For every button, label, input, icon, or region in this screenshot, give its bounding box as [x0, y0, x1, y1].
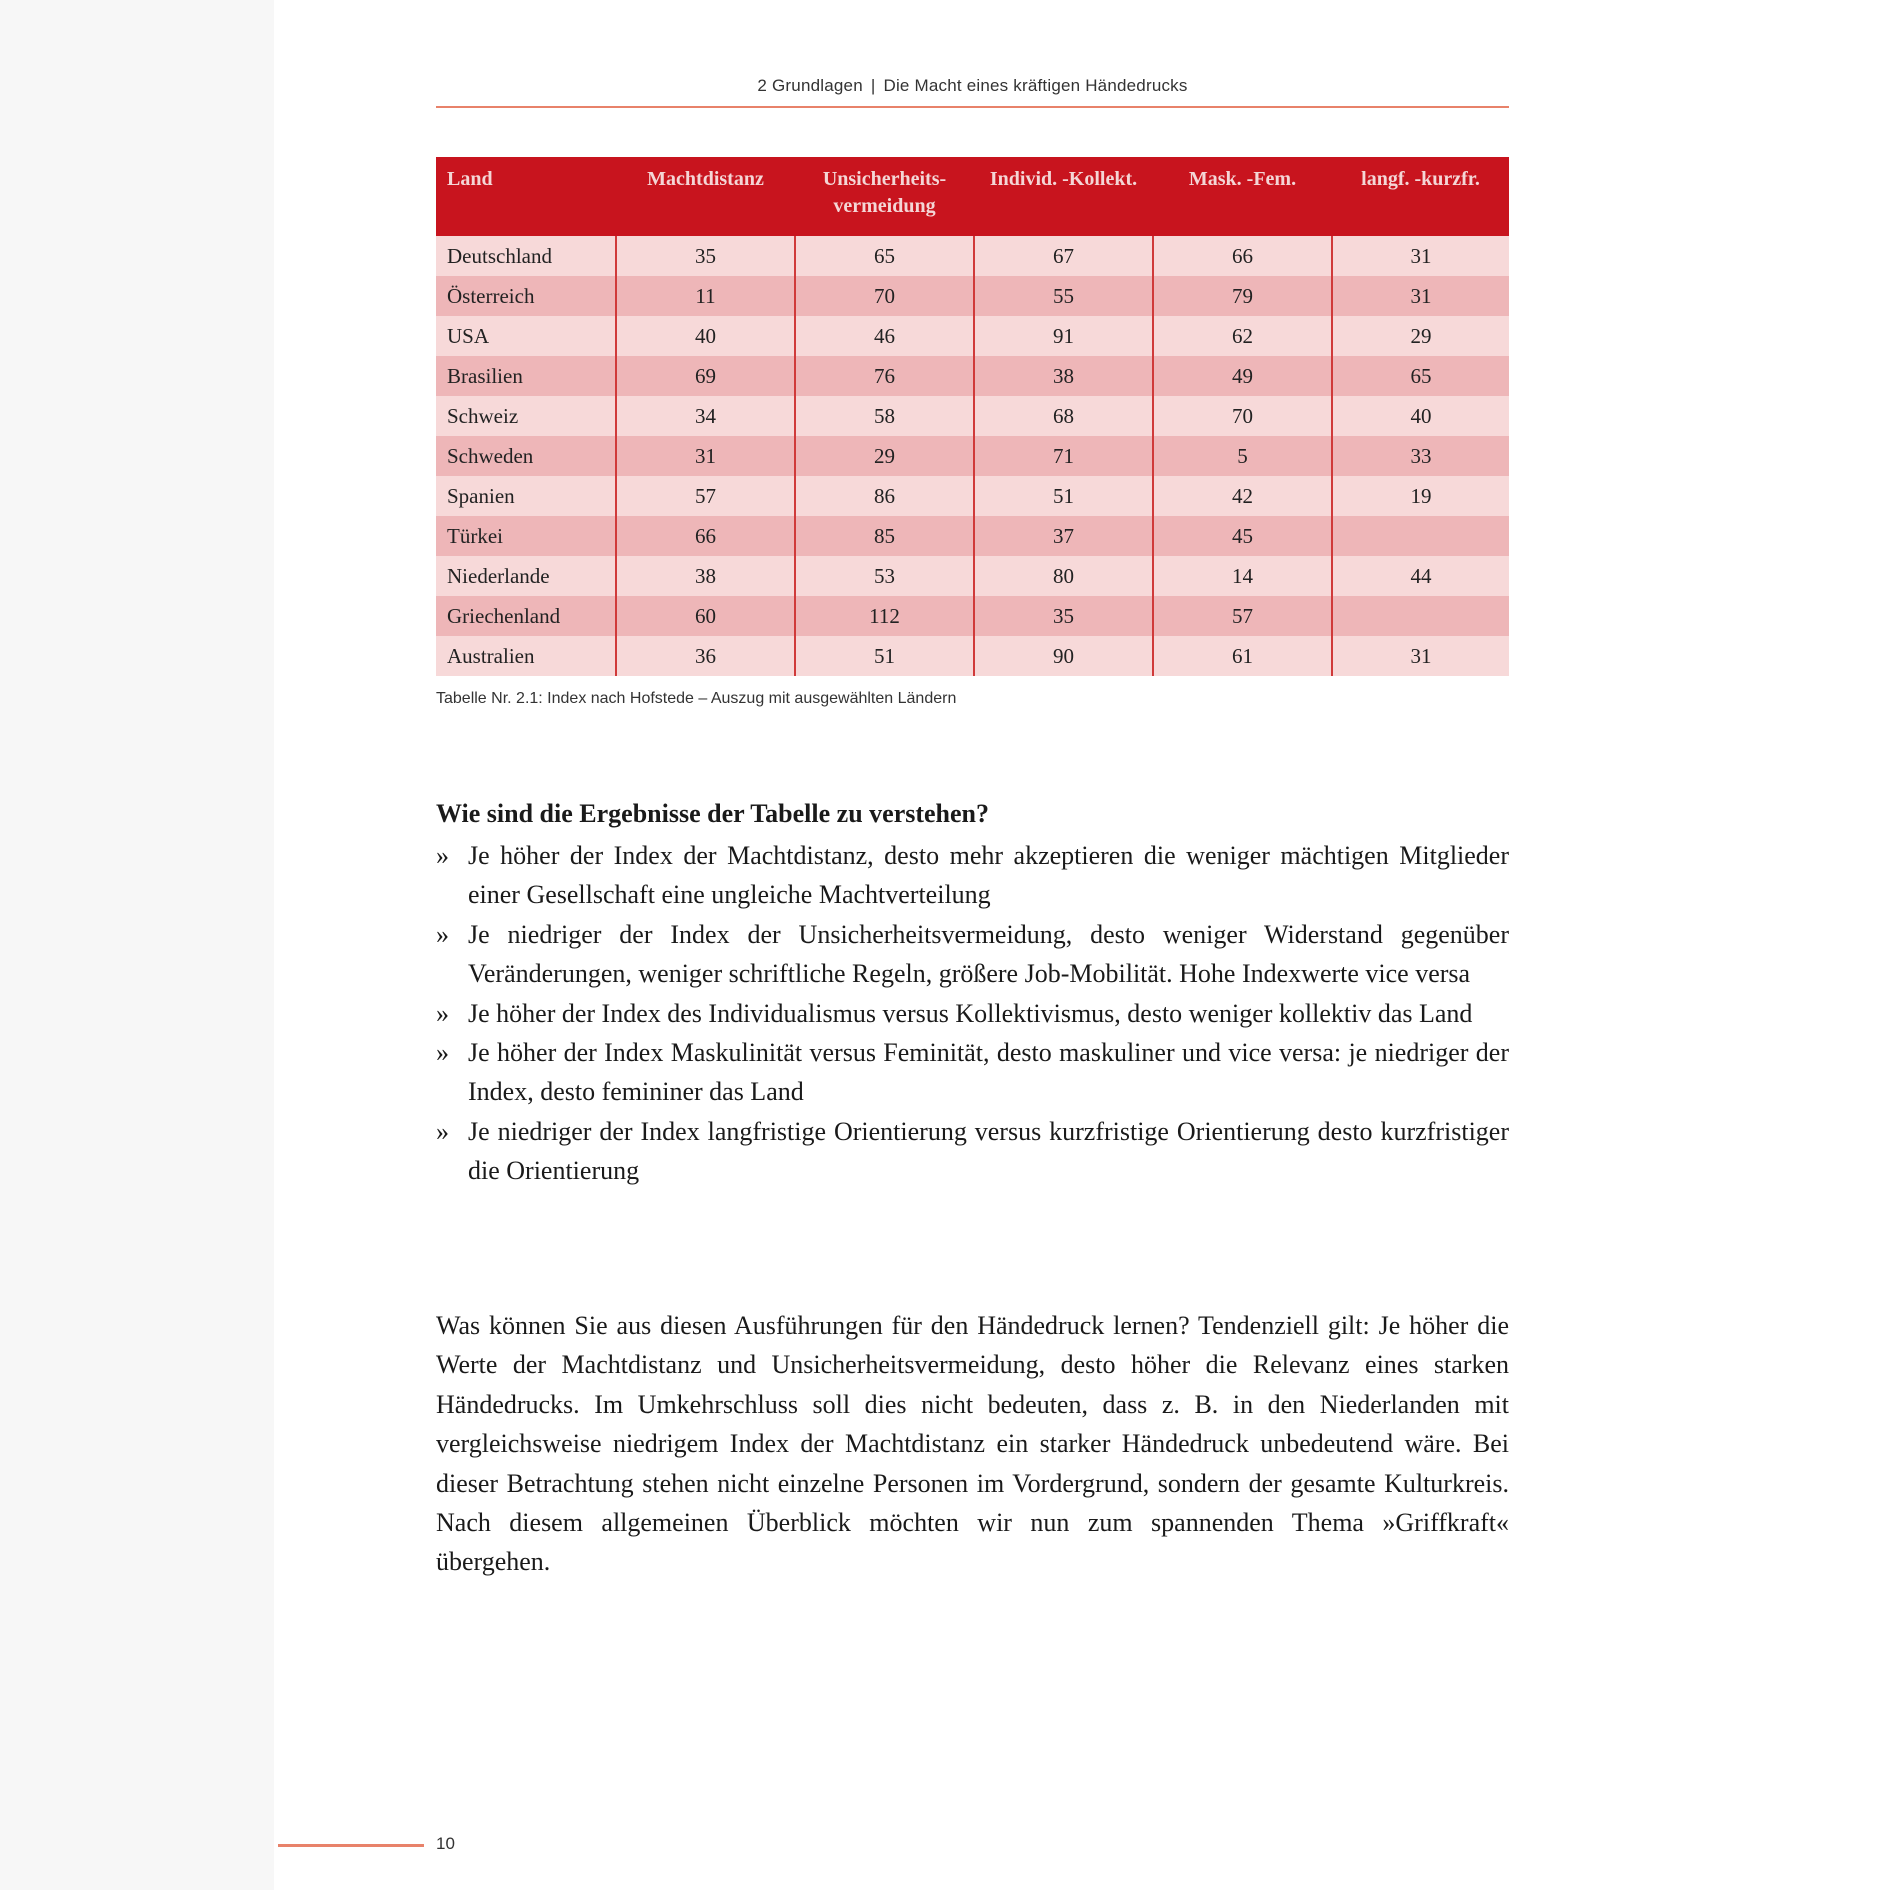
table-cell-value: 68: [974, 396, 1153, 436]
table-cell-value: 33: [1332, 436, 1509, 476]
list-item: [436, 836, 1509, 915]
table-cell-value: 65: [1332, 356, 1509, 396]
table-cell-value: [1332, 516, 1509, 556]
bullet-list: [436, 836, 1509, 1191]
table-cell-value: 51: [974, 476, 1153, 516]
bullet-text: Je höher der Index der Machtdistanz, desto mehr akzeptieren die weniger mächtigen Mitglieder einer Gesellschaft eine ungleiche Machtverteilung: [468, 841, 1509, 910]
table-row: [436, 556, 1509, 596]
table-cell-value: 67: [974, 236, 1153, 276]
page-number: 10: [436, 1834, 455, 1853]
running-head-chapter: 2 Grundlagen: [757, 76, 863, 95]
table-cell-country: Österreich: [436, 276, 616, 316]
footer-rule: [278, 1844, 424, 1847]
table-row: [436, 316, 1509, 356]
table-cell-value: 71: [974, 436, 1153, 476]
table-row: [436, 236, 1509, 276]
table-cell-country: Deutschland: [436, 236, 616, 276]
table-cell-value: 79: [1153, 276, 1332, 316]
table-cell-country: Brasilien: [436, 356, 616, 396]
table-body: [436, 236, 1509, 676]
table-cell-country: Schweden: [436, 436, 616, 476]
table-cell-value: 34: [616, 396, 795, 436]
table-cell-value: 31: [1332, 236, 1509, 276]
table-cell-country: Australien: [436, 636, 616, 676]
table-cell-value: 60: [616, 596, 795, 636]
table-cell-value: 31: [1332, 636, 1509, 676]
table-cell-value: 66: [1153, 236, 1332, 276]
table-row: [436, 396, 1509, 436]
table-cell-value: 40: [616, 316, 795, 356]
table-cell-value: 80: [974, 556, 1153, 596]
table-cell-value: 90: [974, 636, 1153, 676]
table-cell-value: 38: [974, 356, 1153, 396]
table-cell-value: 70: [1153, 396, 1332, 436]
table-cell-value: 69: [616, 356, 795, 396]
table-cell-value: 53: [795, 556, 974, 596]
table-row: [436, 276, 1509, 316]
table-cell-value: 70: [795, 276, 974, 316]
list-item: [436, 1112, 1509, 1191]
table-cell-value: 46: [795, 316, 974, 356]
table-cell-value: 19: [1332, 476, 1509, 516]
table-header-row: [436, 157, 1509, 236]
table-cell-country: Spanien: [436, 476, 616, 516]
table-cell-value: 29: [795, 436, 974, 476]
table-cell-value: 57: [616, 476, 795, 516]
table-row: [436, 436, 1509, 476]
table-cell-value: 49: [1153, 356, 1332, 396]
bullet-text: Je niedriger der Index langfristige Orientierung versus kurzfristige Orientierung desto kurzfristiger die Orientierung: [468, 1116, 1509, 1186]
table-cell-value: 35: [974, 596, 1153, 636]
table-cell-value: 61: [1153, 636, 1332, 676]
table-row: [436, 356, 1509, 396]
table-header-cell: langf. -kurzfr.: [1332, 157, 1509, 236]
table-cell-value: [1332, 596, 1509, 636]
bullet-marker: »: [436, 1116, 449, 1146]
table-cell-value: 37: [974, 516, 1153, 556]
bullet-text: Je höher der Index Maskulinität versus Feminität, desto maskuliner und vice versa: je niedriger der Index, desto femininer das Land: [468, 1038, 1509, 1107]
table-cell-value: 5: [1153, 436, 1332, 476]
table-cell-value: 11: [616, 276, 795, 316]
table-cell-value: 45: [1153, 516, 1332, 556]
table-row: [436, 476, 1509, 516]
list-item: [436, 915, 1509, 994]
table-row: [436, 636, 1509, 676]
table-cell-value: 35: [616, 236, 795, 276]
table-cell-country: Niederlande: [436, 556, 616, 596]
table-cell-country: USA: [436, 316, 616, 356]
running-head-title: Die Macht eines kräftigen Händedrucks: [883, 76, 1188, 95]
bullet-marker: »: [436, 1038, 449, 1068]
table-cell-value: 85: [795, 516, 974, 556]
table-cell-value: 66: [616, 516, 795, 556]
table-header-cell: Machtdistanz: [616, 157, 795, 236]
table-header-cell: Individ. -Kollekt.: [974, 157, 1153, 236]
table-cell-value: 42: [1153, 476, 1332, 516]
table-cell-value: 40: [1332, 396, 1509, 436]
table-cell-value: 91: [974, 316, 1153, 356]
table-cell-value: 14: [1153, 556, 1332, 596]
list-item: [436, 1033, 1509, 1112]
table-cell-value: 62: [1153, 316, 1332, 356]
running-head: [436, 76, 1509, 96]
table-cell-country: Türkei: [436, 516, 616, 556]
table-row: [436, 596, 1509, 636]
table-header-cell: Mask. -Fem.: [1153, 157, 1332, 236]
table-cell-value: 44: [1332, 556, 1509, 596]
bullet-text: Je höher der Index des Individualismus versus Kollektivismus, desto weniger kollektiv das Land: [468, 998, 1473, 1028]
table-cell-value: 29: [1332, 316, 1509, 356]
table-cell-value: 86: [795, 476, 974, 516]
table-cell-value: 51: [795, 636, 974, 676]
section-heading: Wie sind die Ergebnisse der Tabelle zu verstehen?: [436, 799, 990, 828]
hofstede-table: [436, 157, 1509, 676]
table-cell-value: 112: [795, 596, 974, 636]
header-divider: [436, 106, 1509, 108]
table-cell-country: Griechenland: [436, 596, 616, 636]
body-paragraph: Was können Sie aus diesen Ausführungen für den Händedruck lernen? Tendenziell gilt: Je höher die Werte der Machtdistanz und Unsicherheitsvermeidung, desto höher die Relevanz eines starken Händedrucks. Im Umkehrschluss soll dies nicht bedeuten, dass z. B. in den Niederlanden mit vergleichsweise niedrigem Index der Machtdistanz ein starker Händedruck unbedeutend wäre. Bei dieser Betrachtung stehen nicht einzelne Personen im Vordergrund, sondern der gesamte Kulturkreis. Nach diesem allgemeinen Überblick möchten wir nun zum spannenden Thema »Griffkraft« übergehen.: [436, 1311, 1509, 1577]
list-item: [436, 994, 1509, 1033]
table-row: [436, 516, 1509, 556]
table-cell-value: 58: [795, 396, 974, 436]
bullet-marker: »: [436, 998, 449, 1028]
table-header-cell: Land: [436, 157, 616, 236]
table-cell-value: 36: [616, 636, 795, 676]
table-caption: Tabelle Nr. 2.1: Index nach Hofstede – Auszug mit ausgewählten Ländern: [436, 690, 957, 707]
bullet-marker: »: [436, 841, 449, 870]
table-cell-value: 38: [616, 556, 795, 596]
table-header-cell: Unsicherheits- vermeidung: [795, 157, 974, 236]
table-cell-country: Schweiz: [436, 396, 616, 436]
bullet-marker: »: [436, 919, 449, 949]
table-cell-value: 55: [974, 276, 1153, 316]
table-cell-value: 65: [795, 236, 974, 276]
table-cell-value: 31: [616, 436, 795, 476]
bullet-text: Je niedriger der Index der Unsicherheitsvermeidung, desto weniger Widerstand gegenüber Veränderungen, weniger schriftliche Regeln, größere Job-Mobilität. Hohe Indexwerte vice versa: [468, 919, 1509, 989]
table-cell-value: 31: [1332, 276, 1509, 316]
table-cell-value: 76: [795, 356, 974, 396]
running-head-separator: |: [870, 76, 876, 95]
table-cell-value: 57: [1153, 596, 1332, 636]
